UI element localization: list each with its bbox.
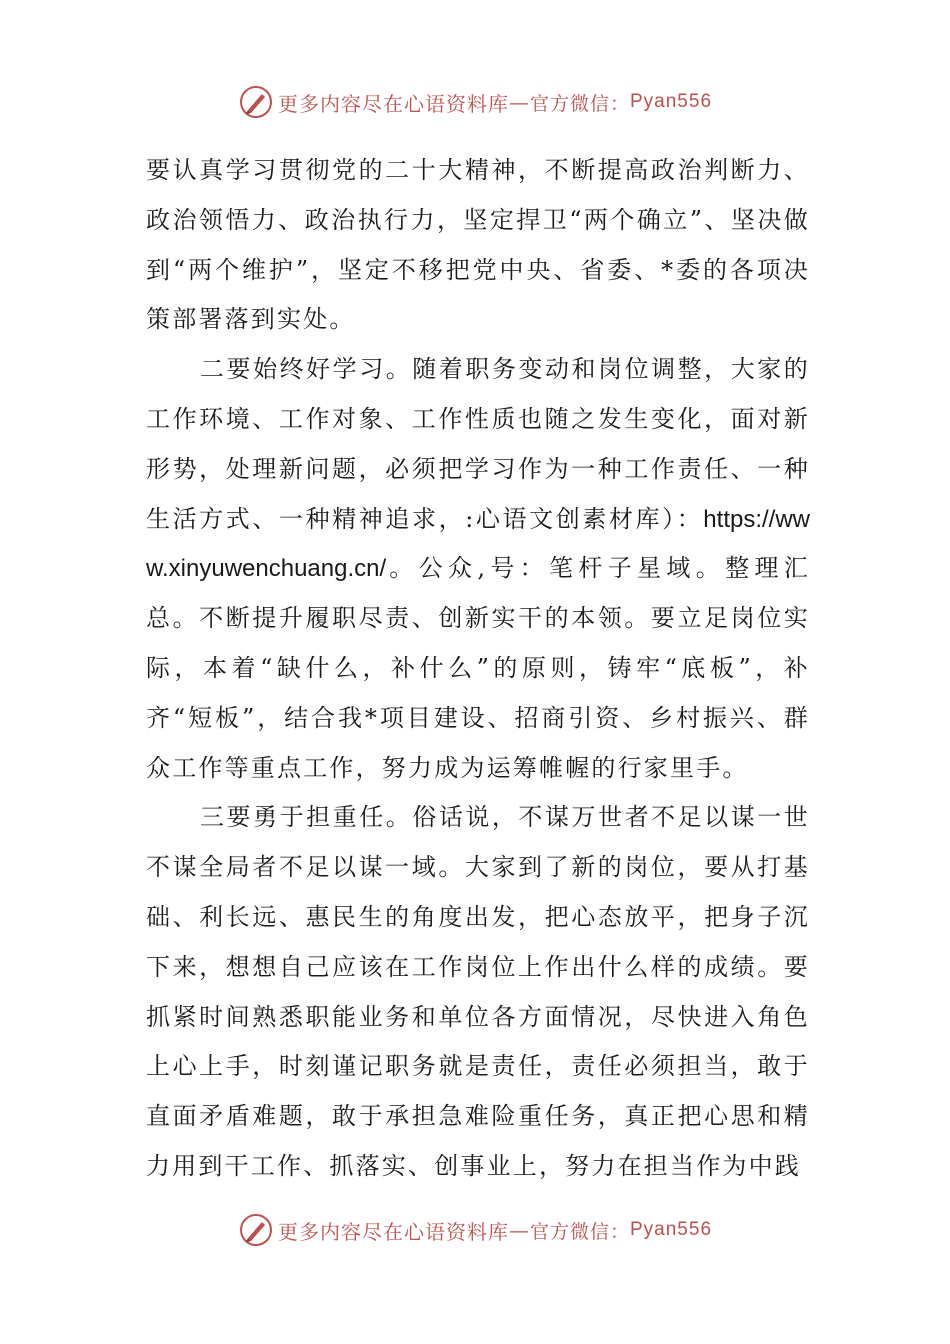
body-paragraph: [146, 146, 810, 345]
footer-watermark-banner: [0, 1210, 950, 1250]
body-paragraph: [146, 793, 810, 1191]
header-watermark-banner: [0, 82, 950, 122]
document-body: [146, 146, 810, 1192]
banner-wechat-id: Pyan556: [630, 1219, 713, 1240]
banner-official-label: 官方微信：: [529, 1220, 630, 1243]
banner-official-label: 官方微信：: [529, 92, 630, 115]
pen-logo-icon: [238, 84, 274, 120]
pen-logo-icon: [238, 1212, 274, 1248]
banner-brand-text: 更多内容尽在心语资料库: [277, 91, 509, 116]
paragraph-text: 要认真学习贯彻党的二十大精神，不断提高政治判断力、政治领悟力、政治执行力，坚定捍卫“两个确立”、坚决做到“两个维护”，坚定不移把党中央、省委、*委的各项决策部署落到实处。: [146, 156, 810, 334]
paragraph-text: 三要勇于担重任。俗话说，不谋万世者不足以谋一世不谋全局者不足以谋一域。大家到了新的岗位，要从打基础、利长远、惠民生的角度出发，把心态放平，把身子沉下来，想想自己应该在工作岗位上作出什么样的成绩。要抓紧时间熟悉职能业务和单位各方面情况，尽快进入角色上心上手，时刻谨记职务就是责任，责任必须担当，敢于直面矛盾难题，敢于承担急难险重任务，真正把心思和精力用到干工作、抓落实、创事业上，努力在担当作为中践: [146, 803, 810, 1180]
banner-dash: —: [508, 1218, 530, 1242]
banner-brand-text: 更多内容尽在心语资料库: [277, 1219, 509, 1244]
banner-dash: —: [508, 90, 530, 114]
body-paragraph: [146, 345, 810, 793]
paragraph-text: 二要始终好学习。随着职务变动和岗位调整，大家的工作环境、工作对象、工作性质也随之发生变化，面对新形势，处理新问题，必须把学习作为一种工作责任、一种生活方式、一种精神追求，:心语文创素材库）：: [146, 355, 810, 533]
banner-wechat-id: Pyan556: [630, 91, 713, 112]
paragraph-text: 。公众,号：笔杆子星域。整理汇总。不断提升履职尽责、创新实干的本领。要立足岗位实际，本着“缺什么，补什么”的原则，铸牢“底板”，补齐“短板”，结合我*项目建设、招商引资、乡村振兴、群众工作等重点工作，努力成为运筹帷幄的行家里手。: [146, 554, 810, 782]
website-url-text: https://www.xinyuwenchuang.cn/: [146, 505, 810, 583]
